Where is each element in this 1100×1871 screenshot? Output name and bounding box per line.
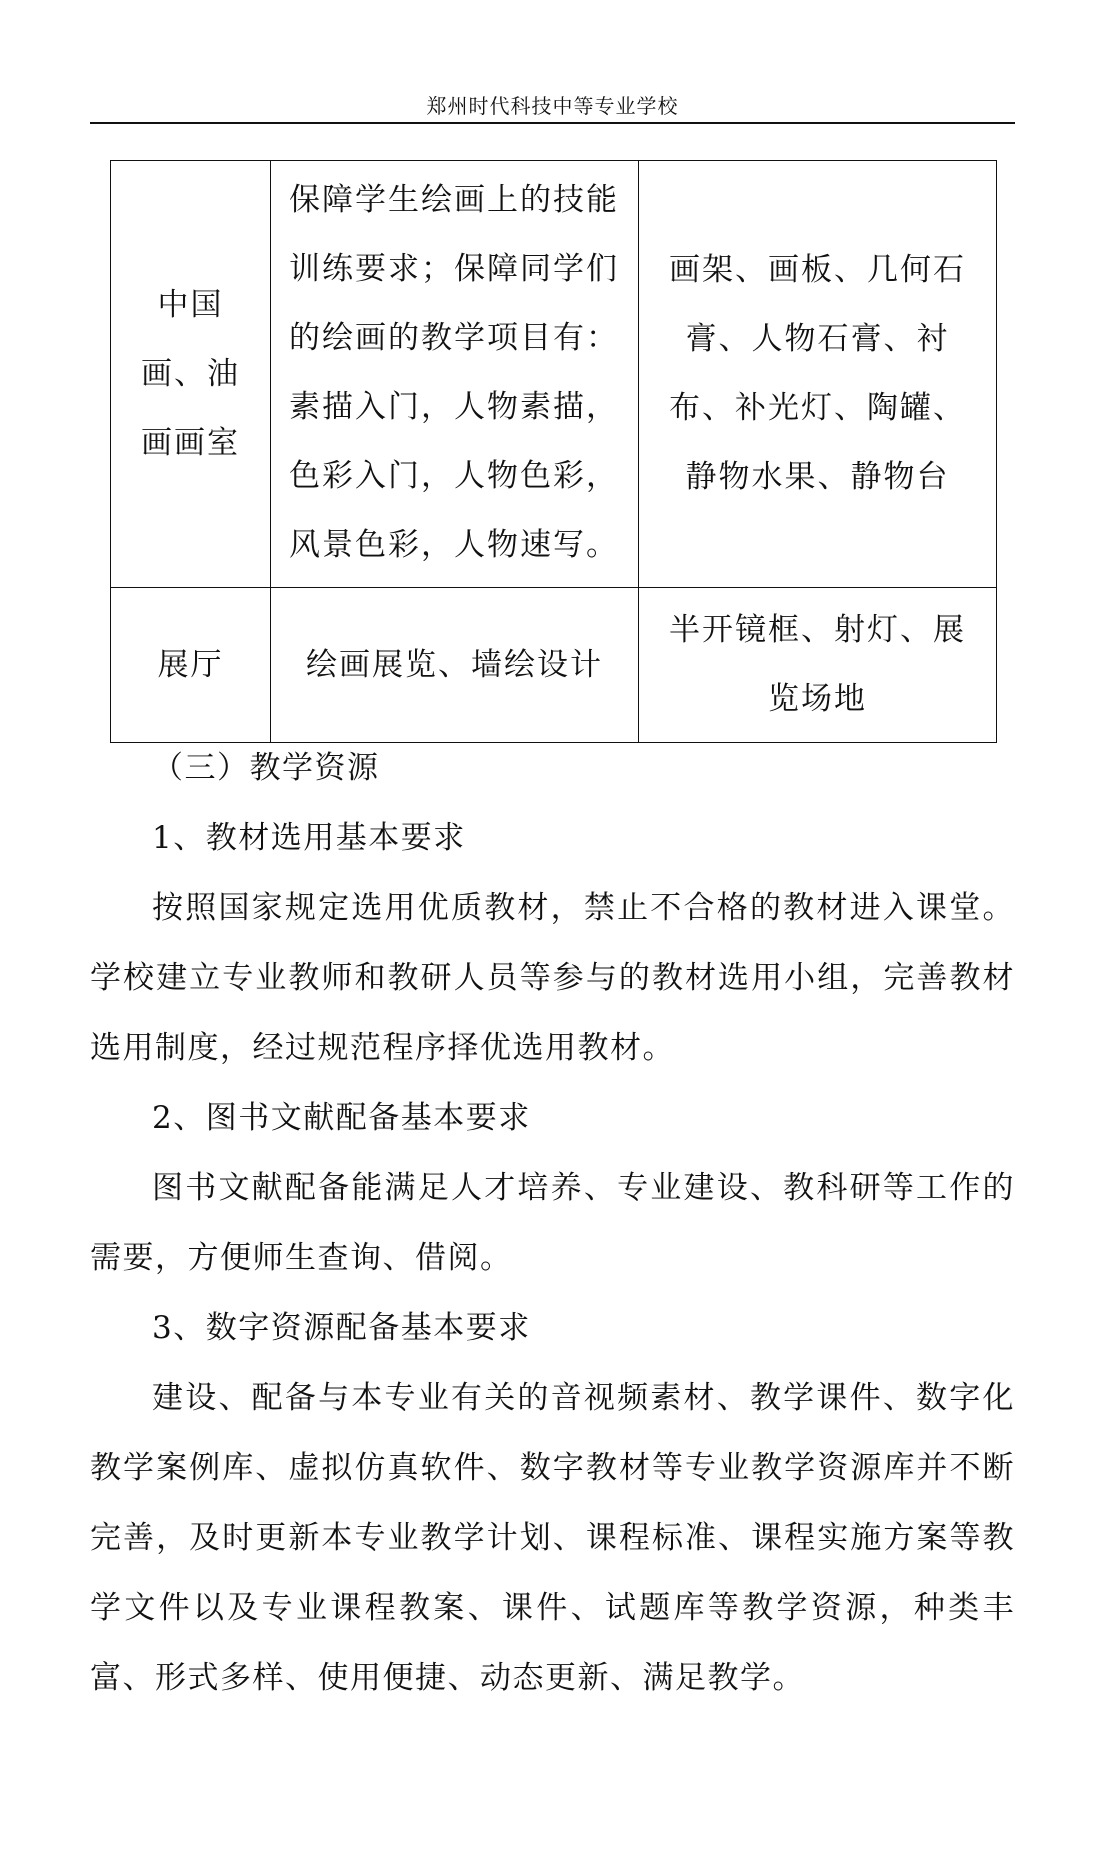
- paragraph: 按照国家规定选用优质教材，禁止不合格的教材进入课堂。学校建立专业教师和教研人员等参与的教材选用小组，完善教材选用制度，经过规范程序择优选用教材。: [90, 890, 1015, 1066]
- subsection-heading: 1、教材选用基本要求: [152, 820, 466, 856]
- section-heading: （三）教学资源: [152, 750, 380, 786]
- header-divider: [90, 122, 1015, 124]
- teaching-resources-section: [90, 733, 1015, 1713]
- purpose-cell: 绘画展览、墙绘设计: [271, 588, 639, 743]
- school-name: 郑州时代科技中等专业学校: [426, 94, 679, 118]
- equipment-cell: 半开镜框、射灯、展览场地: [639, 588, 997, 743]
- subsection-heading: 2、图书文献配备基本要求: [152, 1100, 531, 1136]
- page-header: [90, 94, 1015, 118]
- paragraph: 图书文献配备能满足人才培养、专业建设、教科研等工作的需要，方便师生查询、借阅。: [90, 1170, 1015, 1276]
- facilities-table: [110, 160, 997, 743]
- room-name-cell: 中国画、油画画室: [111, 161, 271, 588]
- table-row: [111, 588, 997, 743]
- room-name-cell: 展厅: [111, 588, 271, 743]
- table-row: [111, 161, 997, 588]
- purpose-cell: 保障学生绘画上的技能训练要求；保障同学们的绘画的教学项目有：素描入门，人物素描，色彩入门，人物色彩，风景色彩，人物速写。: [271, 161, 639, 588]
- equipment-cell: 画架、画板、几何石膏、人物石膏、衬布、补光灯、陶罐、静物水果、静物台: [639, 161, 997, 588]
- subsection-heading: 3、数字资源配备基本要求: [152, 1310, 531, 1346]
- paragraph: 建设、配备与本专业有关的音视频素材、教学课件、数字化教学案例库、虚拟仿真软件、数字教材等专业教学资源库并不断完善，及时更新本专业教学计划、课程标准、课程实施方案等教学文件以及专业课程教案、课件、试题库等教学资源，种类丰富、形式多样、使用便捷、动态更新、满足教学。: [90, 1380, 1015, 1696]
